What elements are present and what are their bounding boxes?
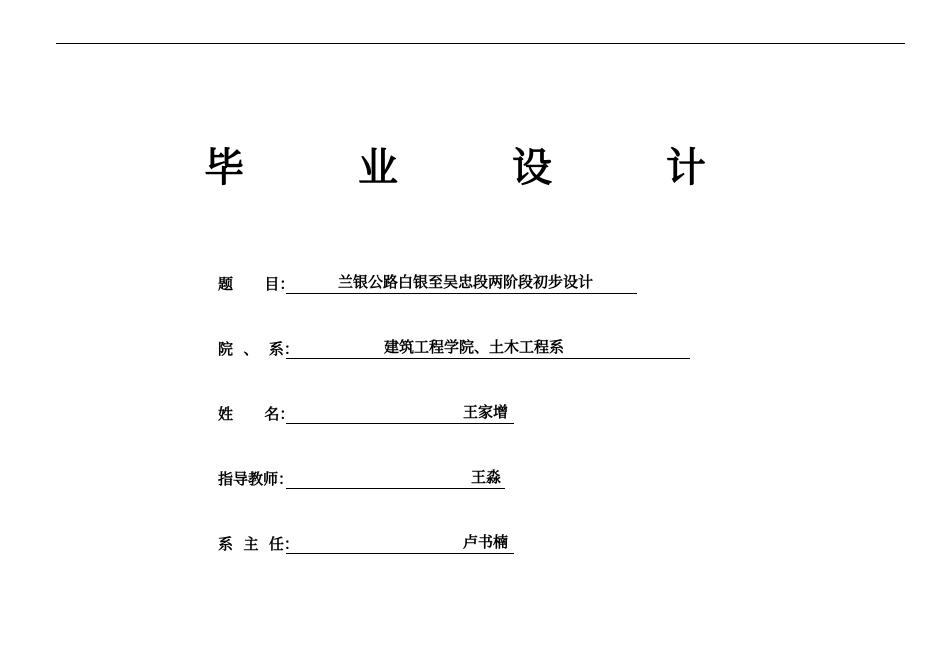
field-label-department-head-text: 系 主 任： (218, 535, 299, 553)
field-label-topic-text: 题 目： (218, 275, 295, 293)
field-label-name-text: 姓 名： (218, 405, 295, 423)
field-value-department-head-text: 卢书楠 (463, 533, 509, 551)
field-value-topic (286, 272, 637, 294)
header-rule (56, 43, 905, 44)
field-row-name (218, 400, 514, 424)
field-label-department (218, 339, 299, 359)
field-label-department-text: 院 、 系： (218, 340, 299, 358)
field-value-department (286, 337, 690, 359)
field-label-name (218, 404, 295, 424)
field-value-topic-text: 兰银公路白银至吴忠段两阶段初步设计 (338, 273, 594, 291)
field-value-department-text: 建筑工程学院、土木工程系 (384, 338, 565, 356)
field-value-department-head (286, 532, 514, 554)
field-label-topic (218, 274, 295, 294)
field-value-name-text: 王家增 (463, 403, 509, 421)
field-value-advisor-text: 王淼 (471, 468, 502, 486)
field-value-advisor (286, 467, 505, 489)
field-label-advisor (218, 469, 294, 489)
field-label-department-head (218, 534, 299, 554)
field-row-advisor (218, 465, 505, 489)
field-label-advisor-text: 指导教师： (218, 470, 294, 488)
field-row-department (218, 335, 690, 359)
document-title: 毕 业 设 计 (204, 144, 756, 191)
field-row-topic (218, 270, 637, 294)
field-row-department-head (218, 530, 514, 554)
field-value-name (286, 402, 514, 424)
